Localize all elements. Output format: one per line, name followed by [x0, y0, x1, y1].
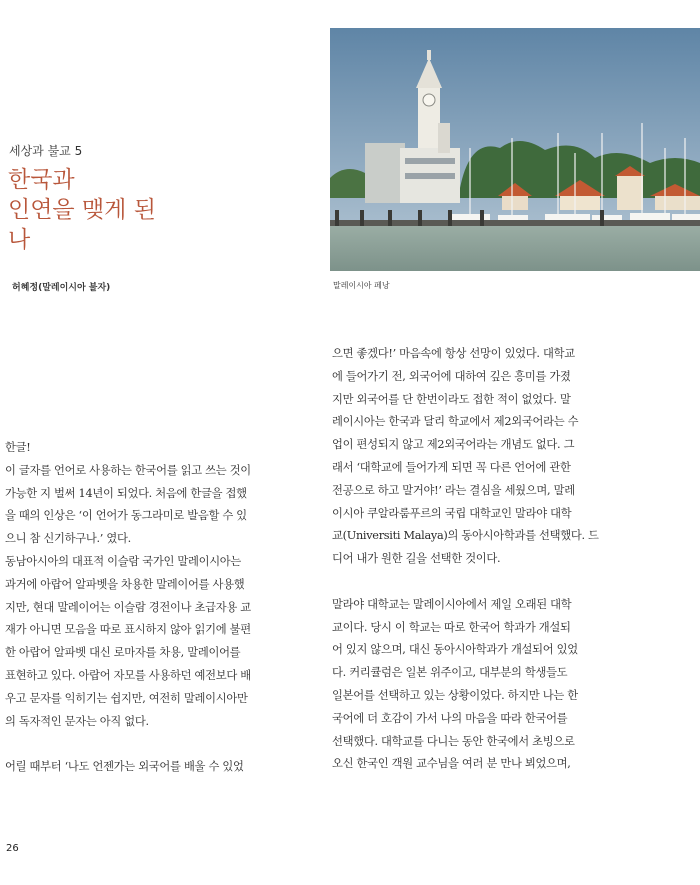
text-line: 디어 내가 원한 길을 선택한 것이다.	[332, 552, 501, 566]
text-line: 오신 한국인 객원 교수님을 여러 분 만나 뵈었으며,	[332, 757, 571, 771]
text-line: 으니 참 신기하구나.’ 였다.	[5, 532, 131, 546]
text-line: 교이다. 당시 이 학교는 따로 한국어 학과가 개설되	[332, 620, 571, 634]
paragraph	[5, 756, 287, 779]
text-line: 에 들어가기 전, 외국어에 대하여 깊은 흥미를 가졌	[332, 369, 571, 383]
title-line: 한국과	[8, 167, 75, 193]
text-line: 의 독자적인 문자는 아직 없다.	[5, 714, 149, 728]
paragraph-gap	[332, 571, 614, 594]
text-line: 업이 편성되지 않고 제2외국어라는 개념도 없다. 그	[332, 438, 575, 452]
text-line: 레이시아는 한국과 달리 학교에서 제2외국어라는 수	[332, 415, 579, 429]
page-number: 26	[6, 843, 19, 854]
text-line: 이 글자를 언어로 사용하는 한국어를 읽고 쓰는 것이	[5, 463, 251, 477]
body-column-right	[332, 343, 614, 776]
penang-harbor-photo	[330, 28, 700, 271]
text-line: 동남아시아의 대표적 이슬람 국가인 말레이시아는	[5, 554, 242, 568]
text-line: 말라야 대학교는 말레이시아에서 제일 오래된 대학	[332, 597, 572, 611]
text-line: 어 있지 않으며, 대신 동아시아학과가 개설되어 있었	[332, 643, 578, 657]
text-line: 가능한 지 벌써 14년이 되었다. 처음에 한글을 접했	[5, 486, 247, 500]
text-line: 표현하고 있다. 아랍어 자모를 사용하던 예전보다 배	[5, 668, 251, 682]
text-line: 지만 외국어를 단 한번이라도 접한 적이 없었다. 말	[332, 392, 571, 406]
text-line: 으면 좋겠다!’ 마음속에 항상 선망이 있었다. 대학교	[332, 347, 575, 360]
text-line: 한글!	[5, 441, 31, 454]
text-line: 교(Universiti Malaya)의 동아시아학과를 선택했다. 드	[332, 529, 599, 543]
series-label: 세상과 불교 5	[9, 144, 83, 158]
article-title	[8, 165, 308, 255]
paragraph	[332, 594, 614, 776]
text-line: 어릴 때부터 ‘나도 언젠가는 외국어를 배울 수 있었	[5, 760, 244, 774]
text-line: 전공으로 하고 말거야!’ 라는 결심을 세웠으며, 말레	[332, 483, 575, 497]
text-line: 일본어를 선택하고 있는 상황이었다. 하지만 나는 한	[332, 688, 578, 702]
text-line: 이시아 쿠알라룸푸르의 국립 대학교인 말라야 대학	[332, 506, 572, 520]
body-column-left	[5, 437, 287, 779]
photo-caption: 말레이시아 페낭	[333, 281, 390, 290]
text-line: 지만, 현대 말레이어는 이슬람 경전이나 초급자용 교	[5, 600, 251, 614]
text-line: 을 때의 인상은 ‘이 언어가 동그라미로 발음할 수 있	[5, 509, 247, 523]
text-line: 선택했다. 대학교를 다니는 동안 한국에서 초빙으로	[332, 734, 575, 748]
text-line: 래서 ‘대학교에 들어가게 되면 꼭 다른 언어에 관한	[332, 460, 571, 474]
text-line: 다. 커리큘럼은 일본 위주이고, 대부분의 학생들도	[332, 666, 568, 680]
paragraph	[5, 437, 287, 733]
paragraph-gap	[5, 733, 287, 756]
paragraph	[332, 343, 614, 571]
author-byline: 허혜정(말레이시아 불자)	[12, 283, 111, 293]
text-line: 우고 문자를 익히기는 쉽지만, 여전히 말레이시아만	[5, 691, 248, 705]
text-line: 국어에 더 호감이 가서 나의 마음을 따라 한국어를	[332, 711, 568, 725]
title-line: 나	[8, 227, 31, 253]
title-line: 인연을 맺게 된	[8, 197, 156, 223]
text-line: 한 아랍어 알파벳 대신 로마자를 차용, 말레이어를	[5, 646, 241, 660]
text-line: 재가 아니면 모음을 따로 표시하지 않아 읽기에 불편	[5, 623, 251, 637]
text-line: 과거에 아랍어 알파벳을 차용한 말레이어를 사용했	[5, 577, 245, 591]
